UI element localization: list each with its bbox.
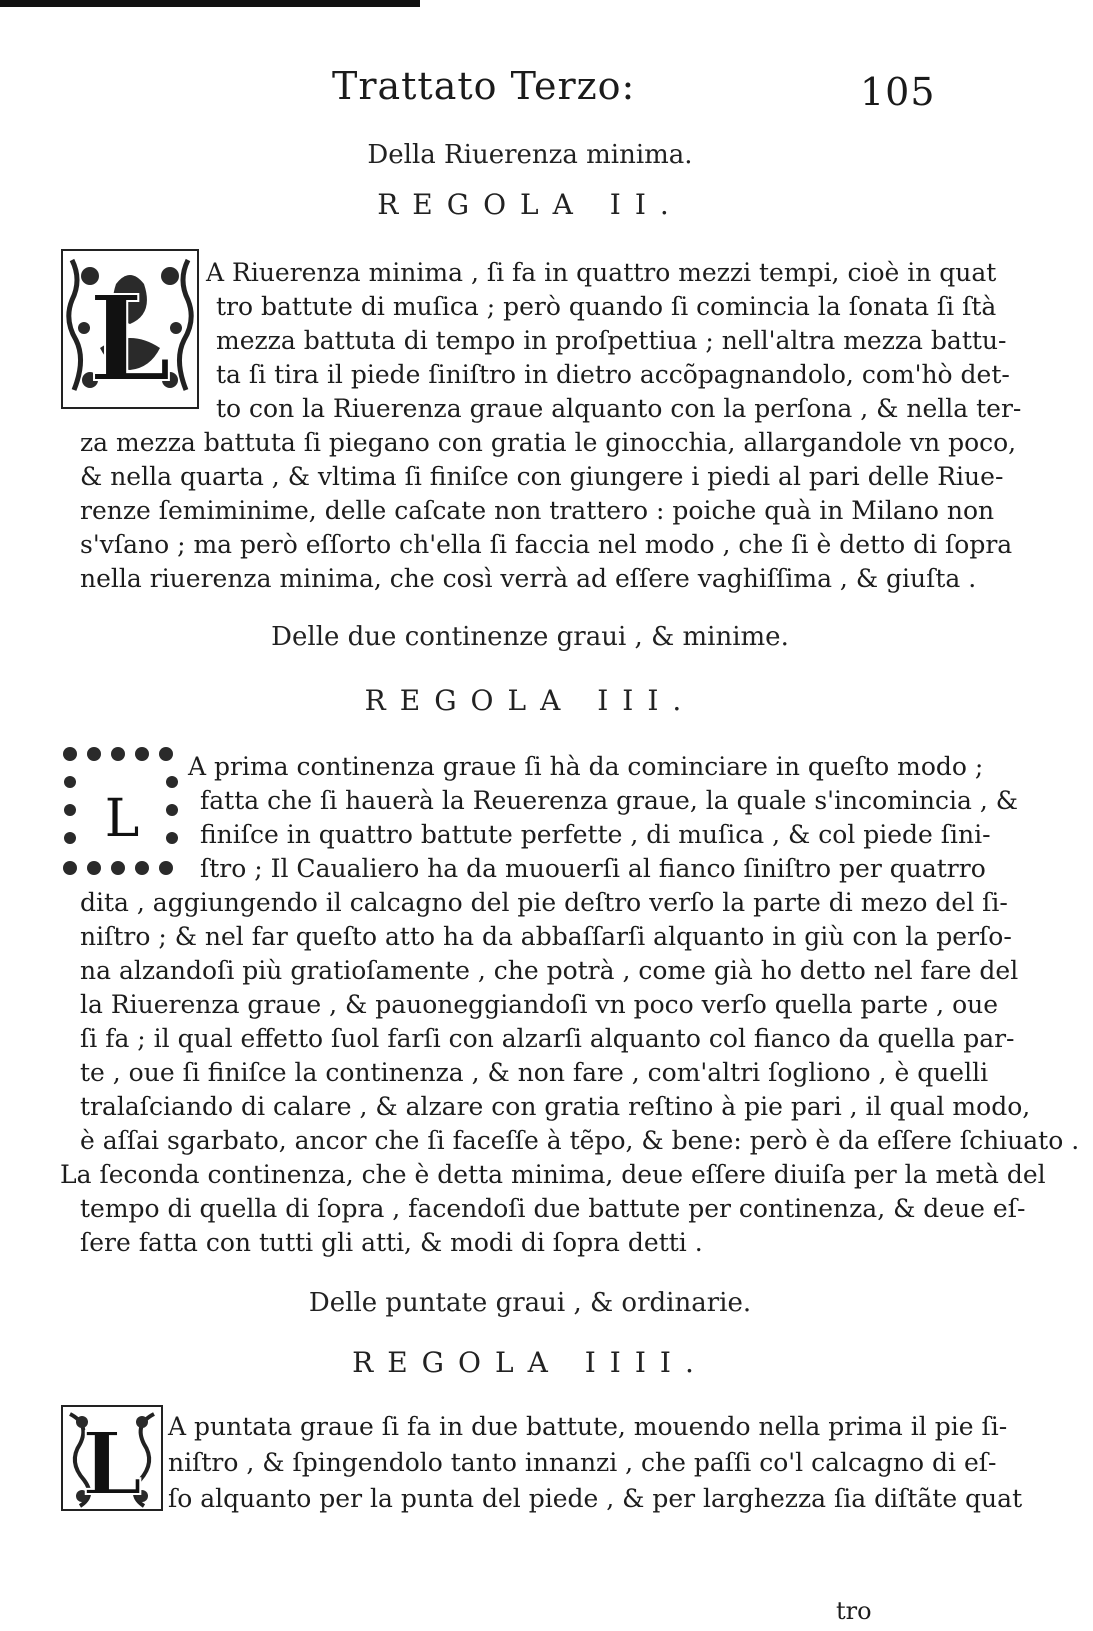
rule-heading: REGOLA II. — [377, 188, 683, 221]
text-line: mezza battuta di tempo in proſpettiua ; nell'altra mezza battu- — [216, 326, 1007, 355]
text-line: ta ſi tira il piede ſiniſtro in dietro accõpagnandolo, com'hò det- — [216, 360, 1010, 389]
text-line: to con la Riuerenza graue alquanto con la perſona , & nella ter- — [216, 394, 1022, 423]
running-title: Trattato Terzo: — [332, 64, 636, 108]
ornate-initial-l — [60, 1404, 164, 1512]
text-line: renze ſemiminime, delle caſcate non trattero : poiche quà in Milano non — [80, 496, 995, 525]
page-edge-shadow — [0, 0, 420, 7]
text-line: s'vſano ; ma però eſſorto ch'ella ſi faccia nel modo , che ſi è detto di ſopra — [80, 530, 1013, 559]
section-subtitle: Della Riuerenza minima. — [367, 140, 693, 170]
ornate-initial-l — [60, 248, 200, 410]
text-line: A prima continenza graue ſi hà da cominciare in queſto modo ; — [188, 752, 984, 781]
text-line: ſi fa ; il qual effetto ſuol farſi con alzarſi alquanto col fianco da quella par- — [80, 1024, 1015, 1053]
text-line: tempo di quella di ſopra , facendoſi due battute per continenza, & deue eſ- — [80, 1194, 1026, 1223]
text-line: la Riuerenza graue , & pauoneggiandoſi vn poco verſo quella parte , oue — [80, 990, 999, 1019]
text-line: dita , aggiungendo il calcagno del pie deſtro verſo la parte di mezo del ſi- — [80, 888, 1008, 917]
initial-letter: L — [81, 1414, 143, 1512]
catchword: tro — [836, 1597, 872, 1625]
text-line: niſtro ; & nel far queſto atto ha da abbaſſarſi alquanto in giù con la perſo- — [80, 922, 1012, 951]
text-line: ſere fatta con tutti gli atti, & modi di ſopra detti . — [80, 1228, 703, 1257]
section-subtitle: Delle due continenze graui , & minime. — [271, 622, 789, 652]
text-line: te , oue ſi finiſce la continenza , & non fare , com'altri ſogliono , è quelli — [80, 1058, 989, 1087]
text-line: fatta che ſi hauerà la Reuerenza graue, la quale s'incomincia , & — [200, 786, 1018, 815]
text-line: A puntata graue ſi fa in due battute, mouendo nella prima il pie ſi- — [168, 1412, 1008, 1441]
text-line: za mezza battuta ſi piegano con gratia le ginocchia, allargandole vn poco, — [80, 428, 1017, 457]
text-line: tro battute di muſica ; però quando ſi comincia la ſonata ſi ſtà — [216, 292, 997, 321]
text-line: La ſeconda continenza, che è detta minima, deue eſſere diuiſa per la metà del — [60, 1160, 1046, 1189]
rule-heading: REGOLA III. — [364, 684, 696, 717]
text-line: è aſſai sgarbato, ancor che ſi faceſſe à tẽpo, & bene: però è da eſſere ſchiuato . — [80, 1126, 1080, 1155]
ornate-initial-l — [60, 744, 184, 878]
text-line: tralaſciando di calare , & alzare con gratia reſtino à pie pari , il qual modo, — [80, 1092, 1031, 1121]
rule-heading: REGOLA IIII. — [352, 1346, 708, 1379]
text-line: & nella quarta , & vltima ſi finiſce con giungere i piedi al pari delle Riue- — [80, 462, 1004, 491]
initial-letter: L — [88, 269, 172, 408]
text-line: ſo alquanto per la punta del piede , & per larghezza ſia diſtãte quat — [168, 1484, 1023, 1513]
text-line: finiſce in quattro battute perfette , di muſica , & col piede ſini- — [200, 820, 991, 849]
section-subtitle: Delle puntate graui , & ordinarie. — [308, 1288, 752, 1318]
text-line: nella riuerenza minima, che così verrà ad eſſere vaghiſſima , & giuſta . — [80, 564, 977, 593]
page-number: 105 — [860, 70, 936, 114]
initial-letter: L — [104, 789, 140, 849]
text-line: niſtro , & ſpingendolo tanto innanzi , che paſſi co'l calcagno di eſ- — [168, 1448, 997, 1477]
text-line: ſtro ; Il Caualiero ha da muouerſi al fianco ſiniſtro per quatrro — [200, 854, 986, 883]
text-line: A Riuerenza minima , ſi fa in quattro mezzi tempi, cioè in quat — [206, 258, 997, 287]
text-line: na alzandoſi più gratioſamente , che potrà , come già ho detto nel fare del — [80, 956, 1019, 985]
